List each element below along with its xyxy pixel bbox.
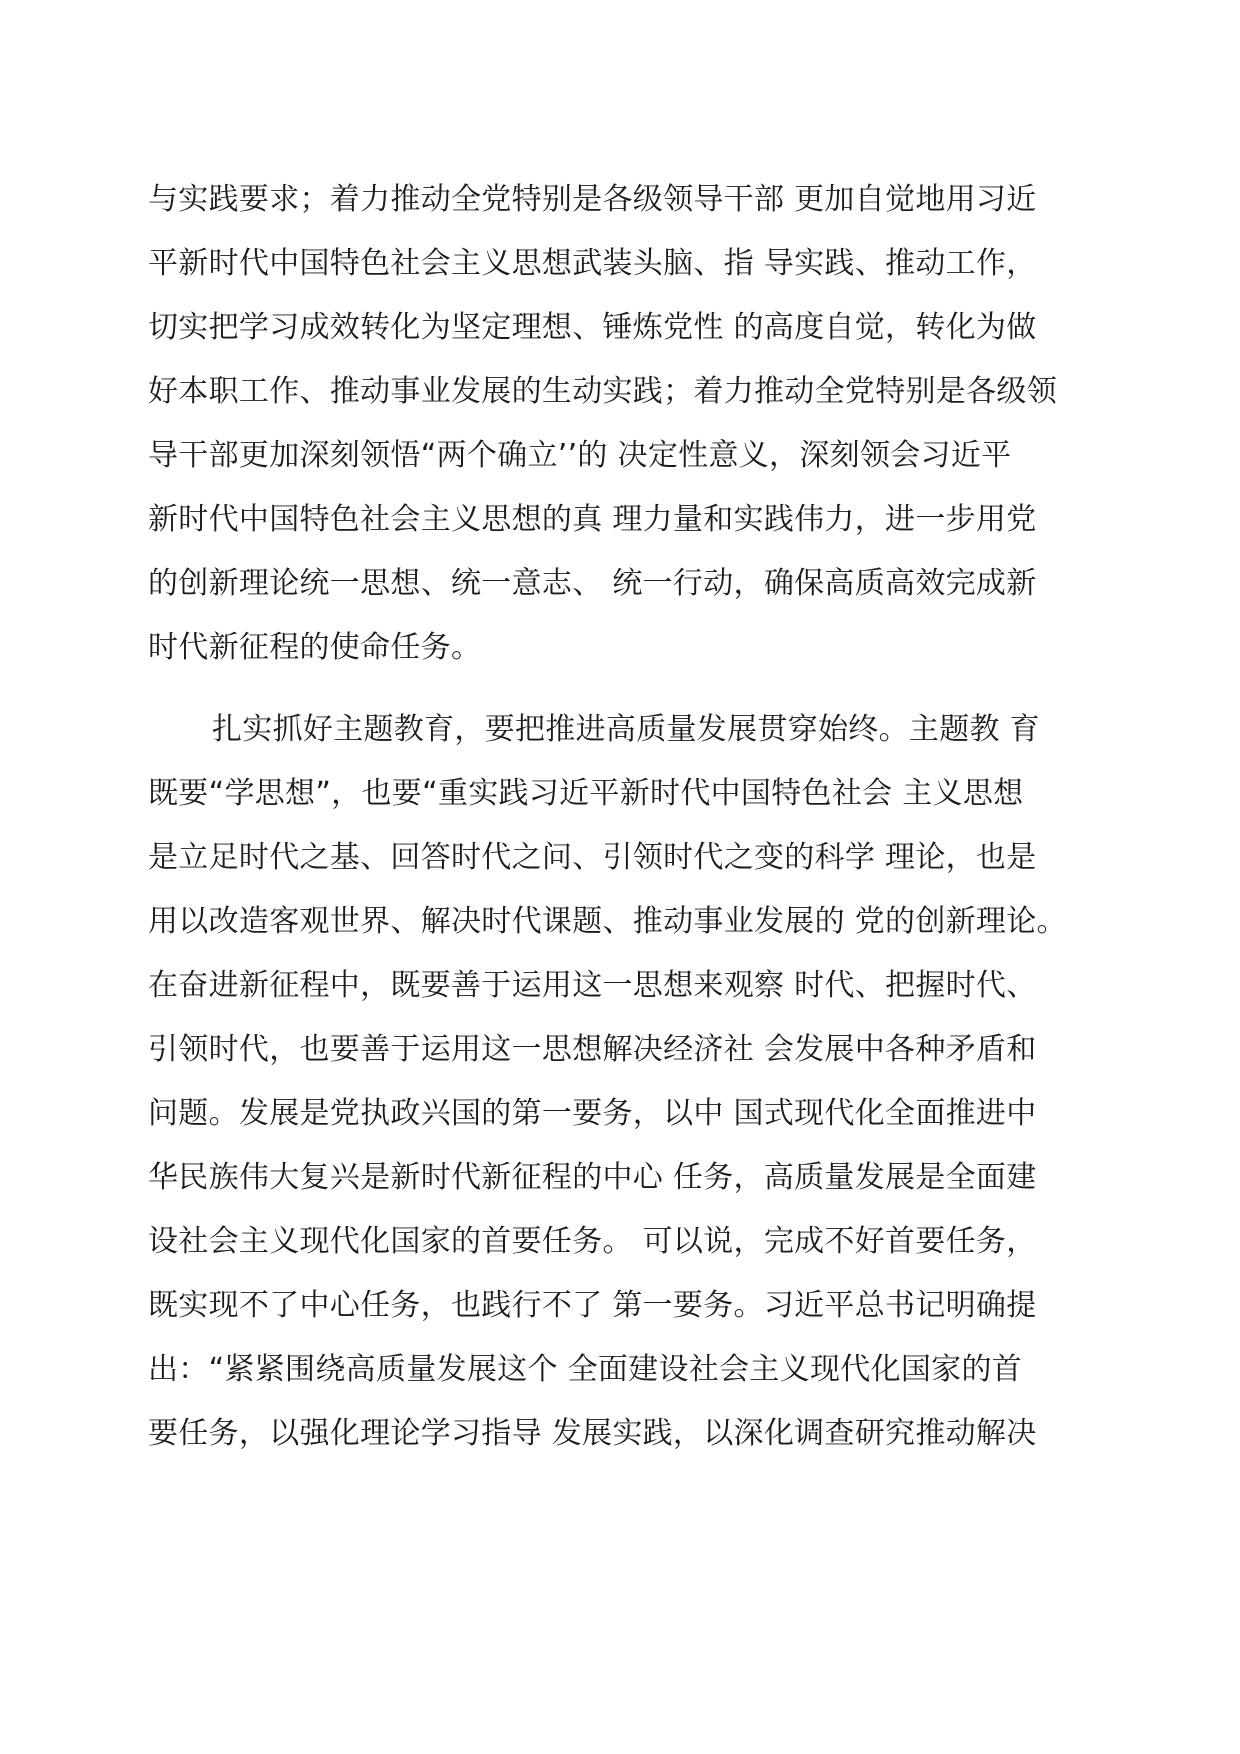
text-line-15: 问题。发展是党执政兴国的第一要务，以中 国式现代化全面推进中	[148, 1096, 1037, 1131]
text-line-17: 设社会主义现代化国家的首要任务。 可以说，完成不好首要任务，	[148, 1224, 1037, 1259]
text-line-12: 用以改造客观世界、解决时代课题、推动事业发展的 党的创新理论。	[148, 904, 1067, 939]
text-line-20: 要任务，以强化理论学习指导 发展实践，以深化调查研究推动解决	[148, 1416, 1037, 1451]
text-line-16: 华民族伟大复兴是新时代新征程的中心 任务，高质量发展是全面建	[148, 1160, 1037, 1195]
text-line-18: 既实现不了中心任务，也践行不了 第一要务。习近平总书记明确提	[148, 1288, 1037, 1323]
text-line-1: 与实践要求；着力推动全党特别是各级领导干部 更加自觉地用习近	[148, 182, 1037, 217]
text-line-2: 平新时代中国特色社会主义思想武装头脑、指 导实践、推动工作，	[148, 246, 1037, 281]
text-line-14: 引领时代，也要善于运用这一思想解决经济社 会发展中各种矛盾和	[148, 1032, 1037, 1067]
text-line-19: 出：“紧紧围绕高质量发展这个 全面建设社会主义现代化国家的首	[148, 1352, 1023, 1387]
text-line-3: 切实把学习成效转化为坚定理想、锤炼党性 的高度自觉，转化为做	[148, 310, 1037, 345]
text-line-4: 好本职工作、推动事业发展的生动实践；着力推动全党特别是各级领	[148, 374, 1057, 409]
text-line-11: 是立足时代之基、回答时代之问、引领时代之变的科学 理论，也是	[148, 840, 1037, 875]
text-line-5: 导干部更加深刻领悟“两个确立’’的 决定性意义，深刻领会习近平	[148, 438, 1012, 473]
text-line-9: 扎实抓好主题教育，要把推进高质量发展贯穿始终。主题教 育	[212, 712, 1040, 747]
text-line-8: 时代新征程的使命任务。	[148, 630, 482, 665]
text-line-7: 的创新理论统一思想、统一意志、 统一行动，确保高质高效完成新	[148, 566, 1037, 601]
text-line-13: 在奋进新征程中，既要善于运用这一思想来观察 时代、把握时代、	[148, 968, 1037, 1003]
text-line-10: 既要“学思想”，也要“重实践习近平新时代中国特色社会 主义思想	[148, 776, 1024, 811]
text-line-6: 新时代中国特色社会主义思想的真 理力量和实践伟力，进一步用党	[148, 502, 1037, 537]
